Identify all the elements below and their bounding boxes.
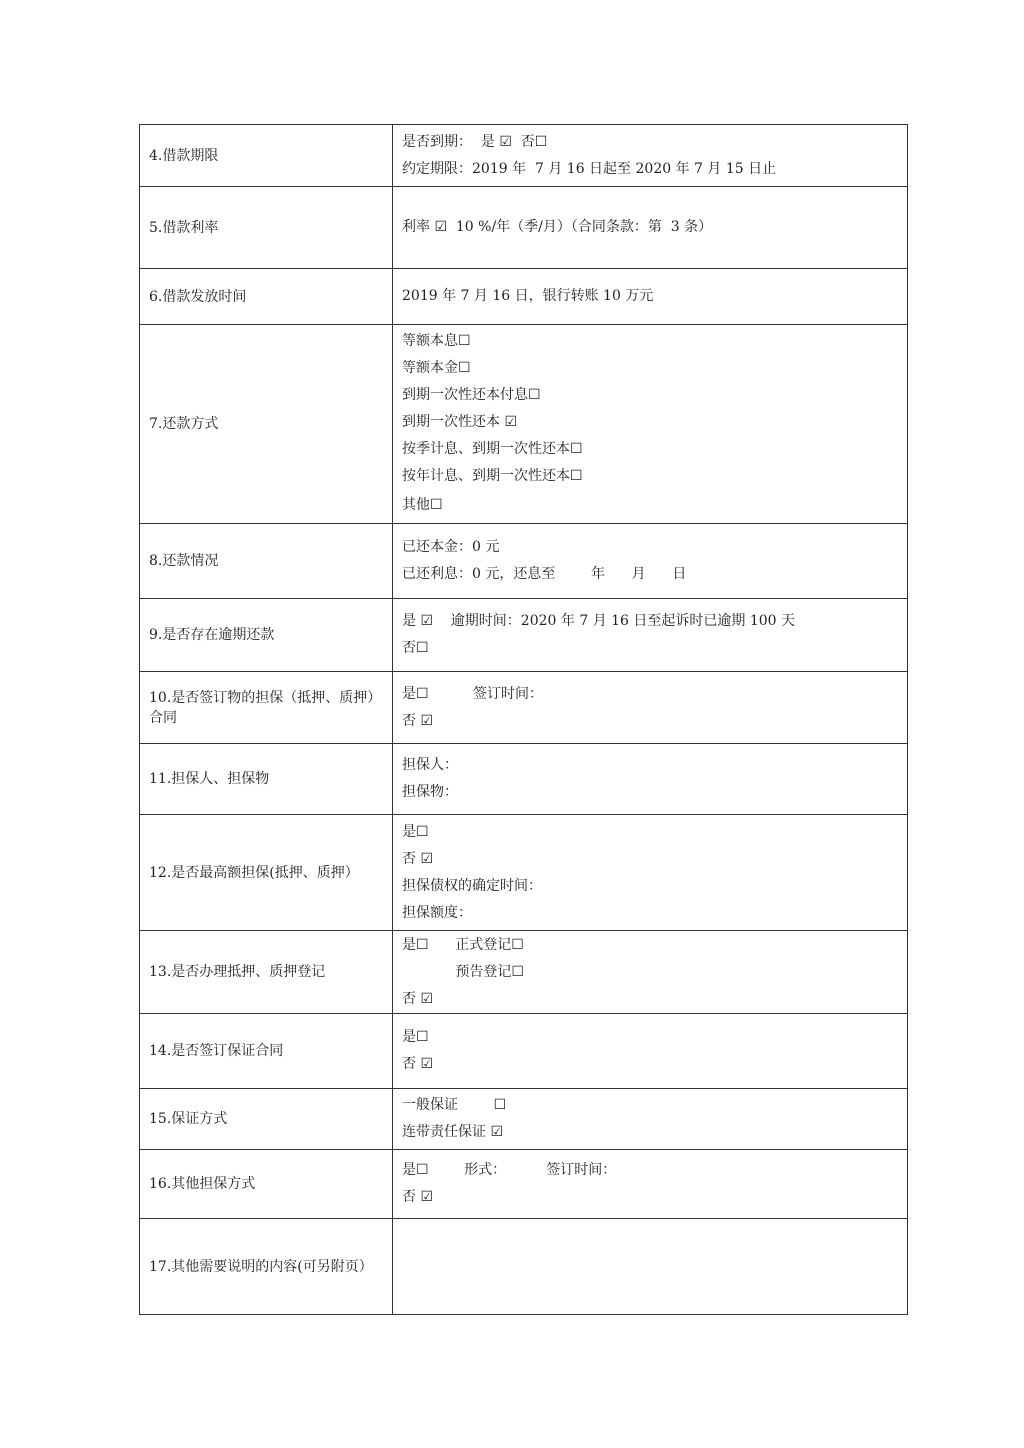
content-line: 连带责任保证 ☑ — [402, 1124, 504, 1140]
row-label: 11.担保人、担保物 — [140, 744, 393, 815]
row-label: 10.是否签订物的担保（抵押、质押）合同 — [140, 672, 393, 744]
content-line: 其他☐ — [402, 496, 443, 513]
form-row — [140, 1014, 908, 1089]
form-row — [140, 599, 908, 672]
content-line: 是☐ — [402, 1029, 429, 1045]
content-line: 利率 ☑ 10 %/年（季/月）（合同条款：第 3 条） — [402, 219, 713, 235]
form-row — [140, 815, 908, 931]
row-content — [393, 815, 908, 931]
row-label: 7.还款方式 — [140, 325, 393, 524]
row-content — [393, 1089, 908, 1150]
form-row — [140, 1150, 908, 1219]
content-line: 是否到期： 是 ☑ 否☐ — [402, 133, 548, 150]
form-row — [140, 744, 908, 815]
row-content — [393, 269, 908, 325]
loan-info-table — [139, 124, 908, 1315]
form-row — [140, 524, 908, 599]
row-label: 6.借款发放时间 — [140, 269, 393, 325]
content-line: 等额本息☐ — [402, 332, 471, 349]
form-row — [140, 1089, 908, 1150]
content-line: 否 ☑ — [402, 1056, 434, 1072]
row-content — [393, 672, 908, 744]
row-label: 17.其他需要说明的内容(可另附页） — [140, 1219, 393, 1315]
row-label: 15.保证方式 — [140, 1089, 393, 1150]
content-line: 担保债权的确定时间： — [402, 877, 542, 894]
row-content — [393, 1150, 908, 1219]
row-content — [393, 187, 908, 269]
row-content — [393, 325, 908, 524]
form-row — [140, 269, 908, 325]
content-line: 约定期限：2019 年 7 月 16 日起至 2020 年 7 月 15 日止 — [402, 160, 777, 177]
form-row — [140, 187, 908, 269]
row-content — [393, 1219, 908, 1315]
row-label: 12.是否最高额担保(抵押、质押） — [140, 815, 393, 931]
content-line: 等额本金☐ — [402, 359, 471, 376]
row-label: 5.借款利率 — [140, 187, 393, 269]
content-line: 是 ☑ 逾期时间：2020 年 7 月 16 日至起诉时已逾期 100 天 — [402, 613, 796, 629]
content-line: 按季计息、到期一次性还本☐ — [402, 440, 583, 457]
row-label: 4.借款期限 — [140, 125, 393, 187]
content-line: 已还本金：0 元 — [402, 539, 500, 555]
form-row — [140, 1219, 908, 1315]
content-line: 担保额度： — [402, 904, 472, 921]
content-line: 是☐ 正式登记☐ — [402, 936, 524, 953]
content-line: 是☐ 签订时间： — [402, 685, 544, 702]
content-line: 按年计息、到期一次性还本☐ — [402, 467, 583, 484]
content-line: 2019 年 7 月 16 日，银行转账 10 万元 — [402, 288, 654, 304]
row-content — [393, 744, 908, 815]
loan-info-form — [139, 124, 908, 1315]
content-line: 已还利息：0 元，还息至 年 月 日 — [402, 566, 687, 582]
content-line: 否☐ — [402, 640, 429, 656]
content-line: 到期一次性还本 ☑ — [402, 413, 518, 430]
row-content — [393, 931, 908, 1014]
form-row — [140, 672, 908, 744]
row-content — [393, 599, 908, 672]
row-label: 16.其他担保方式 — [140, 1150, 393, 1219]
row-content — [393, 1014, 908, 1089]
form-row — [140, 325, 908, 524]
row-label: 13.是否办理抵押、质押登记 — [140, 931, 393, 1014]
row-label: 8.还款情况 — [140, 524, 393, 599]
content-line: 担保人： — [402, 757, 458, 773]
content-line: 是☐ — [402, 823, 429, 840]
content-line: 担保物： — [402, 784, 458, 800]
content-line: 否 ☑ — [402, 712, 434, 729]
content-line: 否 ☑ — [402, 1189, 434, 1205]
row-label: 9.是否存在逾期还款 — [140, 599, 393, 672]
form-row — [140, 931, 908, 1014]
row-label: 14.是否签订保证合同 — [140, 1014, 393, 1089]
form-row — [140, 125, 908, 187]
content-line: 一般保证 ☐ — [402, 1097, 507, 1113]
content-line: 是☐ 形式： 签订时间： — [402, 1162, 617, 1178]
content-line: 否 ☑ — [402, 850, 434, 867]
row-content — [393, 125, 908, 187]
content-line: 否 ☑ — [402, 990, 434, 1007]
row-content — [393, 524, 908, 599]
content-line: 预告登记☐ — [402, 963, 524, 980]
content-line: 到期一次性还本付息☐ — [402, 386, 541, 403]
